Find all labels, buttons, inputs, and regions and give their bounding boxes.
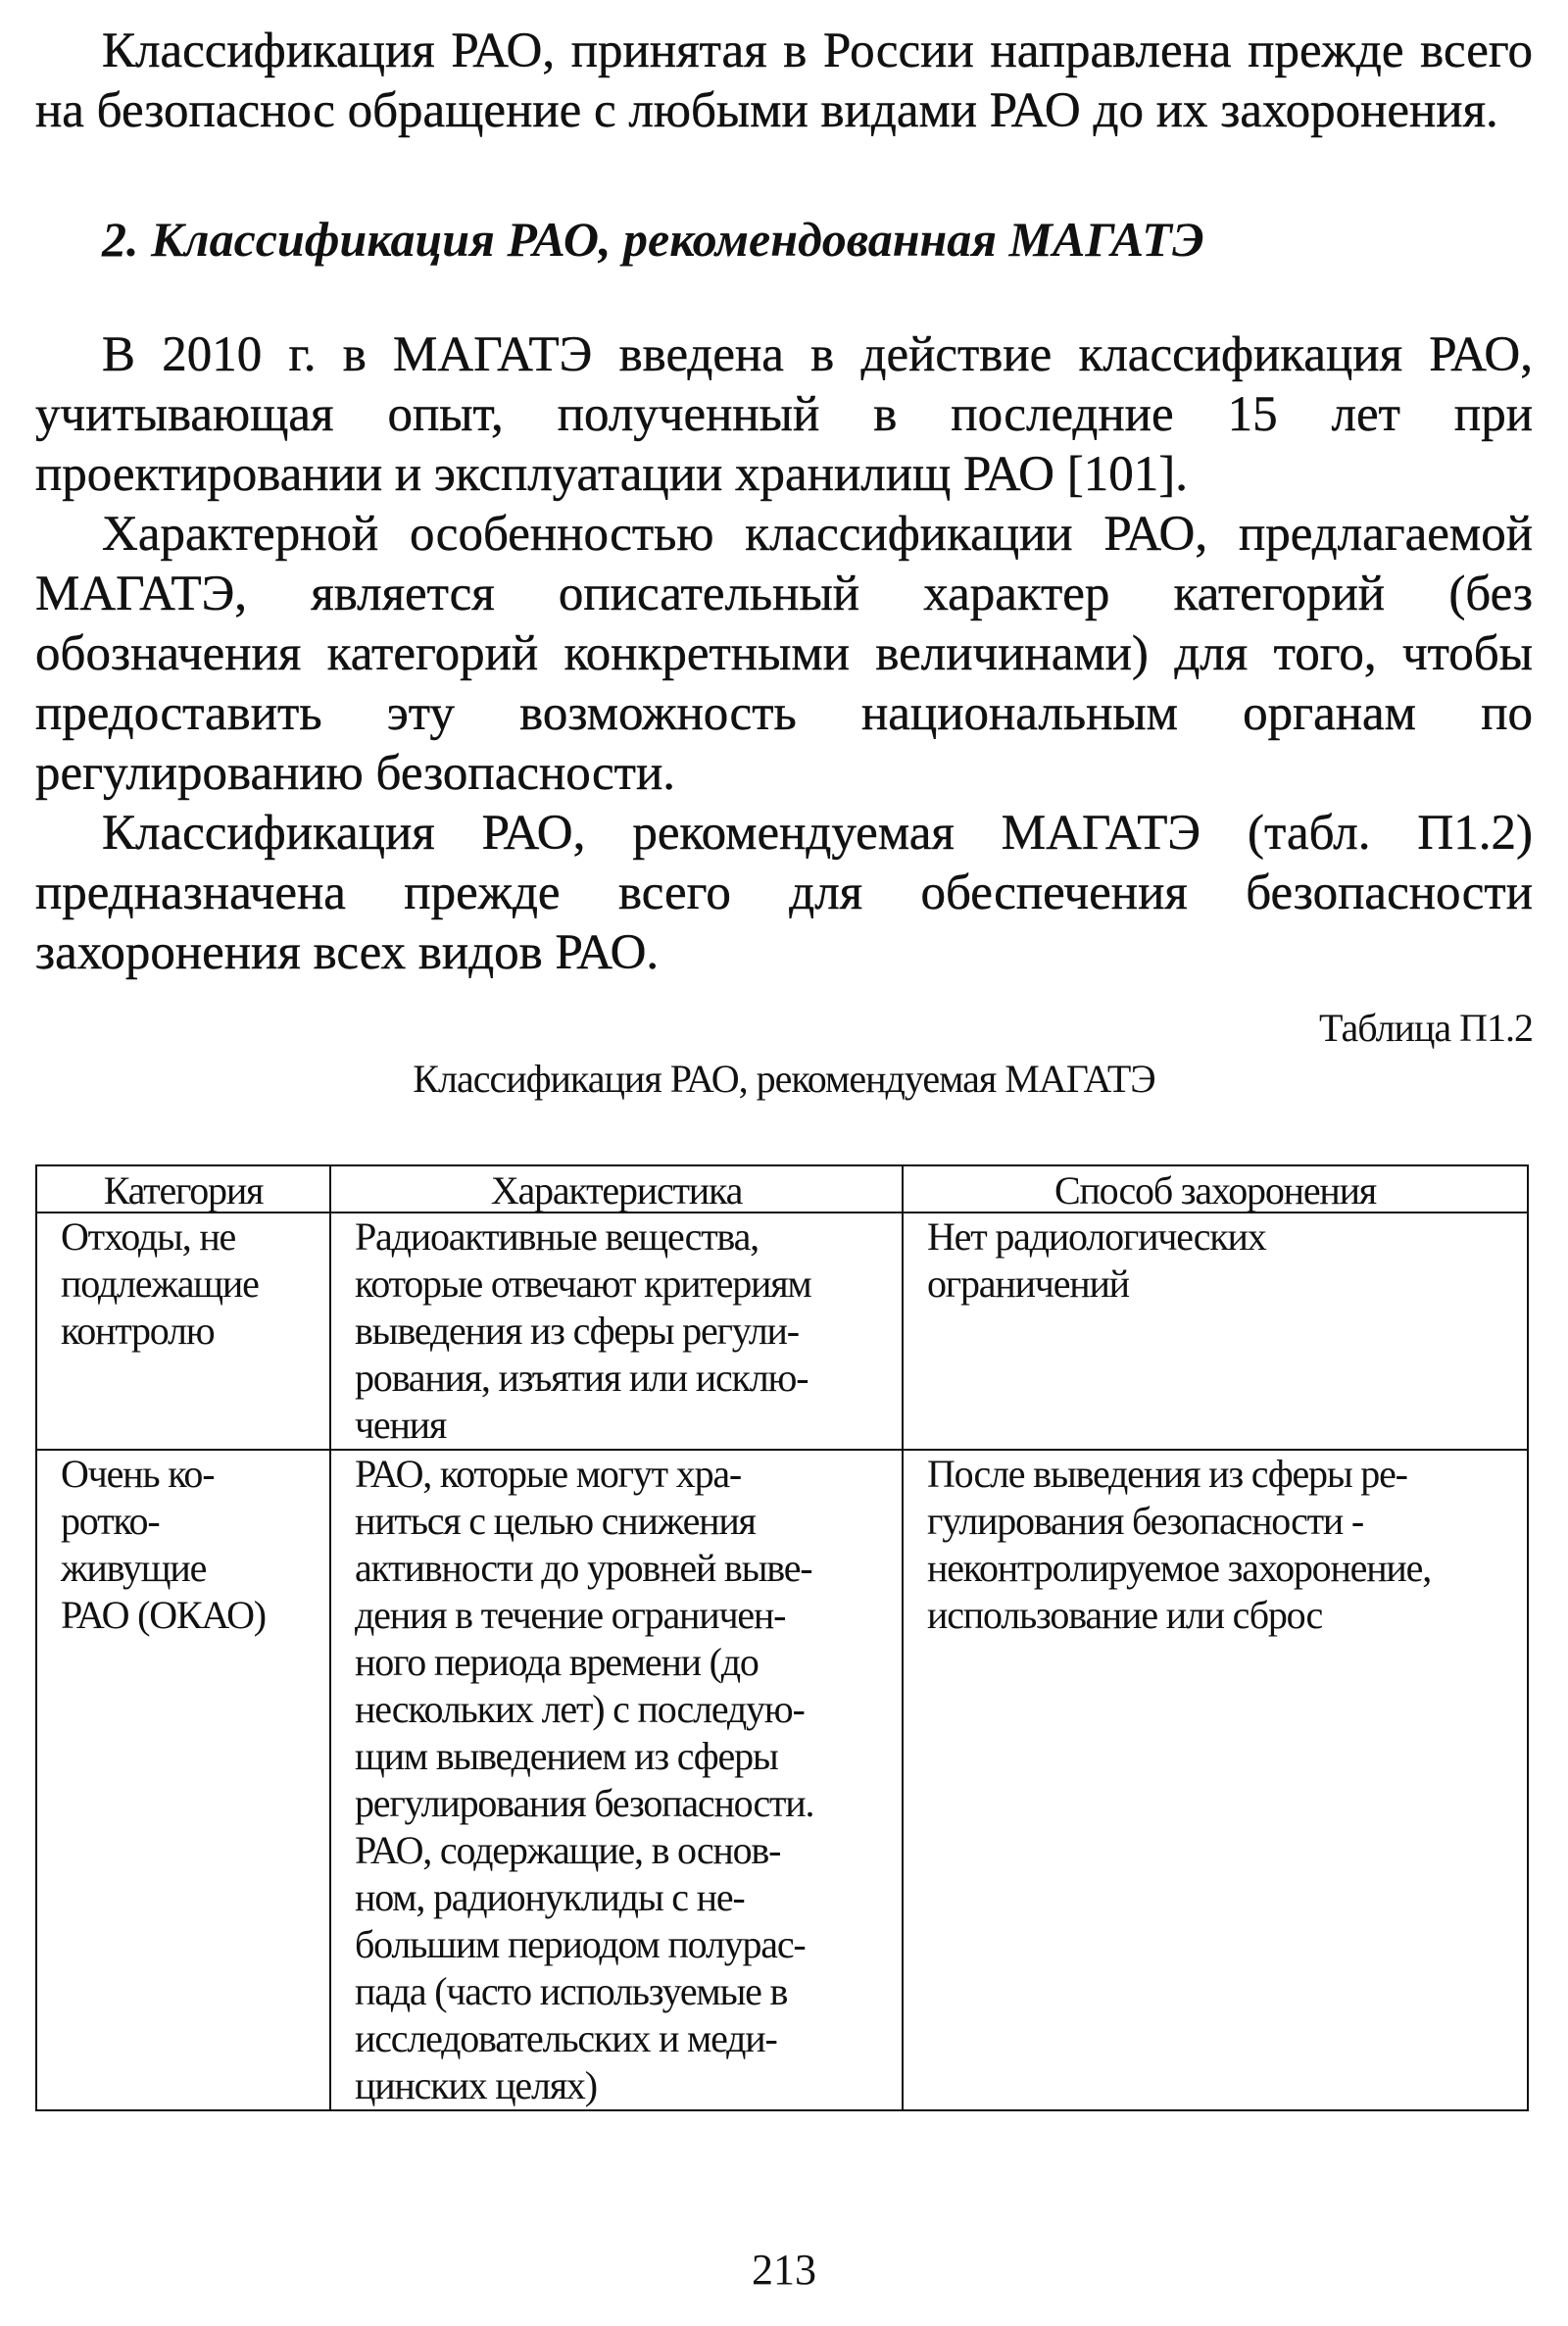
table-label: Таблица П1.2: [1319, 1006, 1533, 1050]
table-title: Классификация РАО, рекомендуемая МАГАТЭ: [413, 1057, 1155, 1101]
paragraph-2: Характерной особенностью классификации РАО, предлагаемой МАГАТЭ, является описательный характер категорий (без обозначения категорий конкретными величинами) для того, чтобы предоставить эту возможность национальным органам по регулированию безопасности.: [35, 507, 1533, 801]
cell-category: Очень ко- ротко- живущие РАО (ОКАО): [36, 1450, 330, 2110]
cell-disposal: Нет радиологических ограничений: [903, 1212, 1528, 1450]
cell-characteristic: РАО, которые могут хра- ниться с целью снижения активности до уровней выве- дения в течение ограничен- ного периода времени (до нескольких лет) с последую- щим выведением из сферы регулирования безопасности. РАО, содержащие, в основ- ном, радионуклиды с не- большим периодом полурас- пада (часто используемые в исследовательских и меди- цинских целях): [330, 1450, 903, 2110]
classification-table: [35, 1164, 1529, 2111]
paragraph-3: Классификация РАО, рекомендуемая МАГАТЭ (табл. П1.2) предназначена прежде всего для обеспечения безопасности захоронения всех видов РАО.: [35, 806, 1533, 980]
section-heading: 2. Классификация РАО, рекомендованная МАГАТЭ: [102, 212, 1204, 267]
cell-disposal: После выведения из сферы ре- гулирования безопасности - неконтролируемое захоронение, использование или сброс: [903, 1450, 1528, 2110]
page-body: [35, 22, 1533, 1103]
page-number: 213: [752, 2246, 816, 2294]
cell-characteristic: Радиоактивные вещества, которые отвечают критериям выведения из сферы регули- рования, изъятия или исклю- чения: [330, 1212, 903, 1450]
intro-paragraph: Классификация РАО, принятая в России направлена прежде всего на безопаснос обращение с любыми видами РАО до их захоронения.: [35, 24, 1533, 138]
header-disposal: Способ захоронения: [903, 1165, 1528, 1212]
table-row: [36, 1450, 1528, 2110]
table-header-row: [36, 1165, 1528, 1212]
table-row: [36, 1212, 1528, 1450]
header-characteristic: Характеристика: [330, 1165, 903, 1212]
header-category: Категория: [36, 1165, 330, 1212]
cell-category: Отходы, не подлежащие контролю: [36, 1212, 330, 1450]
paragraph-1: В 2010 г. в МАГАТЭ введена в действие классификация РАО, учитывающая опыт, полученный в последние 15 лет при проектировании и эксплуатации хранилищ РАО [101].: [35, 327, 1533, 502]
